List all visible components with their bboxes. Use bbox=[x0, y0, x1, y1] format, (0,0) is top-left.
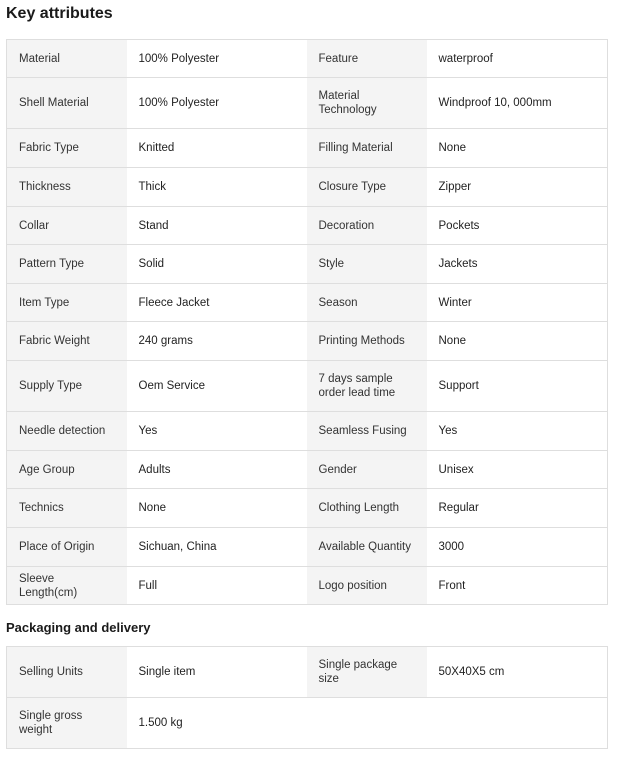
attribute-label: Sleeve Length(cm) bbox=[7, 567, 127, 605]
table-row bbox=[7, 284, 608, 322]
table-row bbox=[7, 207, 608, 245]
attribute-label: Age Group bbox=[7, 451, 127, 489]
attribute-label: Single package size bbox=[307, 647, 427, 698]
attribute-value: Unisex bbox=[427, 451, 608, 489]
attribute-value: Single item bbox=[127, 647, 307, 698]
attribute-label: Gender bbox=[307, 451, 427, 489]
attribute-label: Thickness bbox=[7, 168, 127, 207]
table-row bbox=[7, 40, 608, 78]
attribute-label: Needle detection bbox=[7, 412, 127, 451]
empty-cell bbox=[307, 698, 608, 749]
attribute-label: Fabric Type bbox=[7, 129, 127, 168]
attribute-value: Adults bbox=[127, 451, 307, 489]
attribute-label: Clothing Length bbox=[307, 489, 427, 528]
attribute-label: 7 days sample order lead time bbox=[307, 361, 427, 412]
attribute-value: 3000 bbox=[427, 528, 608, 567]
key-attributes-heading: Key attributes bbox=[6, 5, 113, 22]
table-row bbox=[7, 489, 608, 528]
attribute-value: Front bbox=[427, 567, 608, 605]
table-row bbox=[7, 567, 608, 605]
attribute-label: Pattern Type bbox=[7, 245, 127, 284]
table-row bbox=[7, 245, 608, 284]
attribute-value: 1.500 kg bbox=[127, 698, 307, 749]
table-row bbox=[7, 647, 608, 698]
attribute-label: Place of Origin bbox=[7, 528, 127, 567]
attribute-label: Selling Units bbox=[7, 647, 127, 698]
attribute-value: Fleece Jacket bbox=[127, 284, 307, 322]
attribute-value: 50X40X5 cm bbox=[427, 647, 608, 698]
attribute-label: Printing Methods bbox=[307, 322, 427, 361]
table-row bbox=[7, 129, 608, 168]
attribute-value: Winter bbox=[427, 284, 608, 322]
attribute-label: Single gross weight bbox=[7, 698, 127, 749]
attribute-value: Regular bbox=[427, 489, 608, 528]
attribute-label: Available Quantity bbox=[307, 528, 427, 567]
attribute-value: Knitted bbox=[127, 129, 307, 168]
key-attributes-table bbox=[6, 39, 608, 605]
attribute-label: Seamless Fusing bbox=[307, 412, 427, 451]
table-row bbox=[7, 528, 608, 567]
attribute-value: Oem Service bbox=[127, 361, 307, 412]
attribute-value: Stand bbox=[127, 207, 307, 245]
attribute-label: Style bbox=[307, 245, 427, 284]
attribute-value: None bbox=[427, 129, 608, 168]
packaging-delivery-table bbox=[6, 646, 608, 749]
packaging-delivery-heading: Packaging and delivery bbox=[6, 620, 151, 635]
attribute-value: None bbox=[427, 322, 608, 361]
attribute-value: Full bbox=[127, 567, 307, 605]
attribute-value: Yes bbox=[427, 412, 608, 451]
attribute-label: Logo position bbox=[307, 567, 427, 605]
attribute-label: Shell Material bbox=[7, 78, 127, 129]
attribute-value: None bbox=[127, 489, 307, 528]
attribute-label: Fabric Weight bbox=[7, 322, 127, 361]
attribute-label: Material bbox=[7, 40, 127, 78]
attribute-value: Windproof 10, 000mm bbox=[427, 78, 608, 129]
attribute-value: Support bbox=[427, 361, 608, 412]
table-row bbox=[7, 451, 608, 489]
attribute-label: Item Type bbox=[7, 284, 127, 322]
attribute-label: Technics bbox=[7, 489, 127, 528]
attribute-label: Feature bbox=[307, 40, 427, 78]
attribute-label: Filling Material bbox=[307, 129, 427, 168]
table-row bbox=[7, 322, 608, 361]
attribute-value: Solid bbox=[127, 245, 307, 284]
table-row bbox=[7, 78, 608, 129]
attribute-value: waterproof bbox=[427, 40, 608, 78]
attribute-value: 100% Polyester bbox=[127, 40, 307, 78]
attribute-value: Zipper bbox=[427, 168, 608, 207]
attribute-value: 240 grams bbox=[127, 322, 307, 361]
attribute-value: Pockets bbox=[427, 207, 608, 245]
attribute-label: Collar bbox=[7, 207, 127, 245]
attribute-label: Material Technology bbox=[307, 78, 427, 129]
table-row bbox=[7, 168, 608, 207]
attribute-label: Season bbox=[307, 284, 427, 322]
table-row bbox=[7, 698, 608, 749]
attribute-label: Decoration bbox=[307, 207, 427, 245]
attribute-value: 100% Polyester bbox=[127, 78, 307, 129]
attribute-value: Yes bbox=[127, 412, 307, 451]
attribute-value: Thick bbox=[127, 168, 307, 207]
table-row bbox=[7, 361, 608, 412]
attribute-value: Jackets bbox=[427, 245, 608, 284]
attribute-value: Sichuan, China bbox=[127, 528, 307, 567]
attribute-label: Supply Type bbox=[7, 361, 127, 412]
attribute-label: Closure Type bbox=[307, 168, 427, 207]
table-row bbox=[7, 412, 608, 451]
